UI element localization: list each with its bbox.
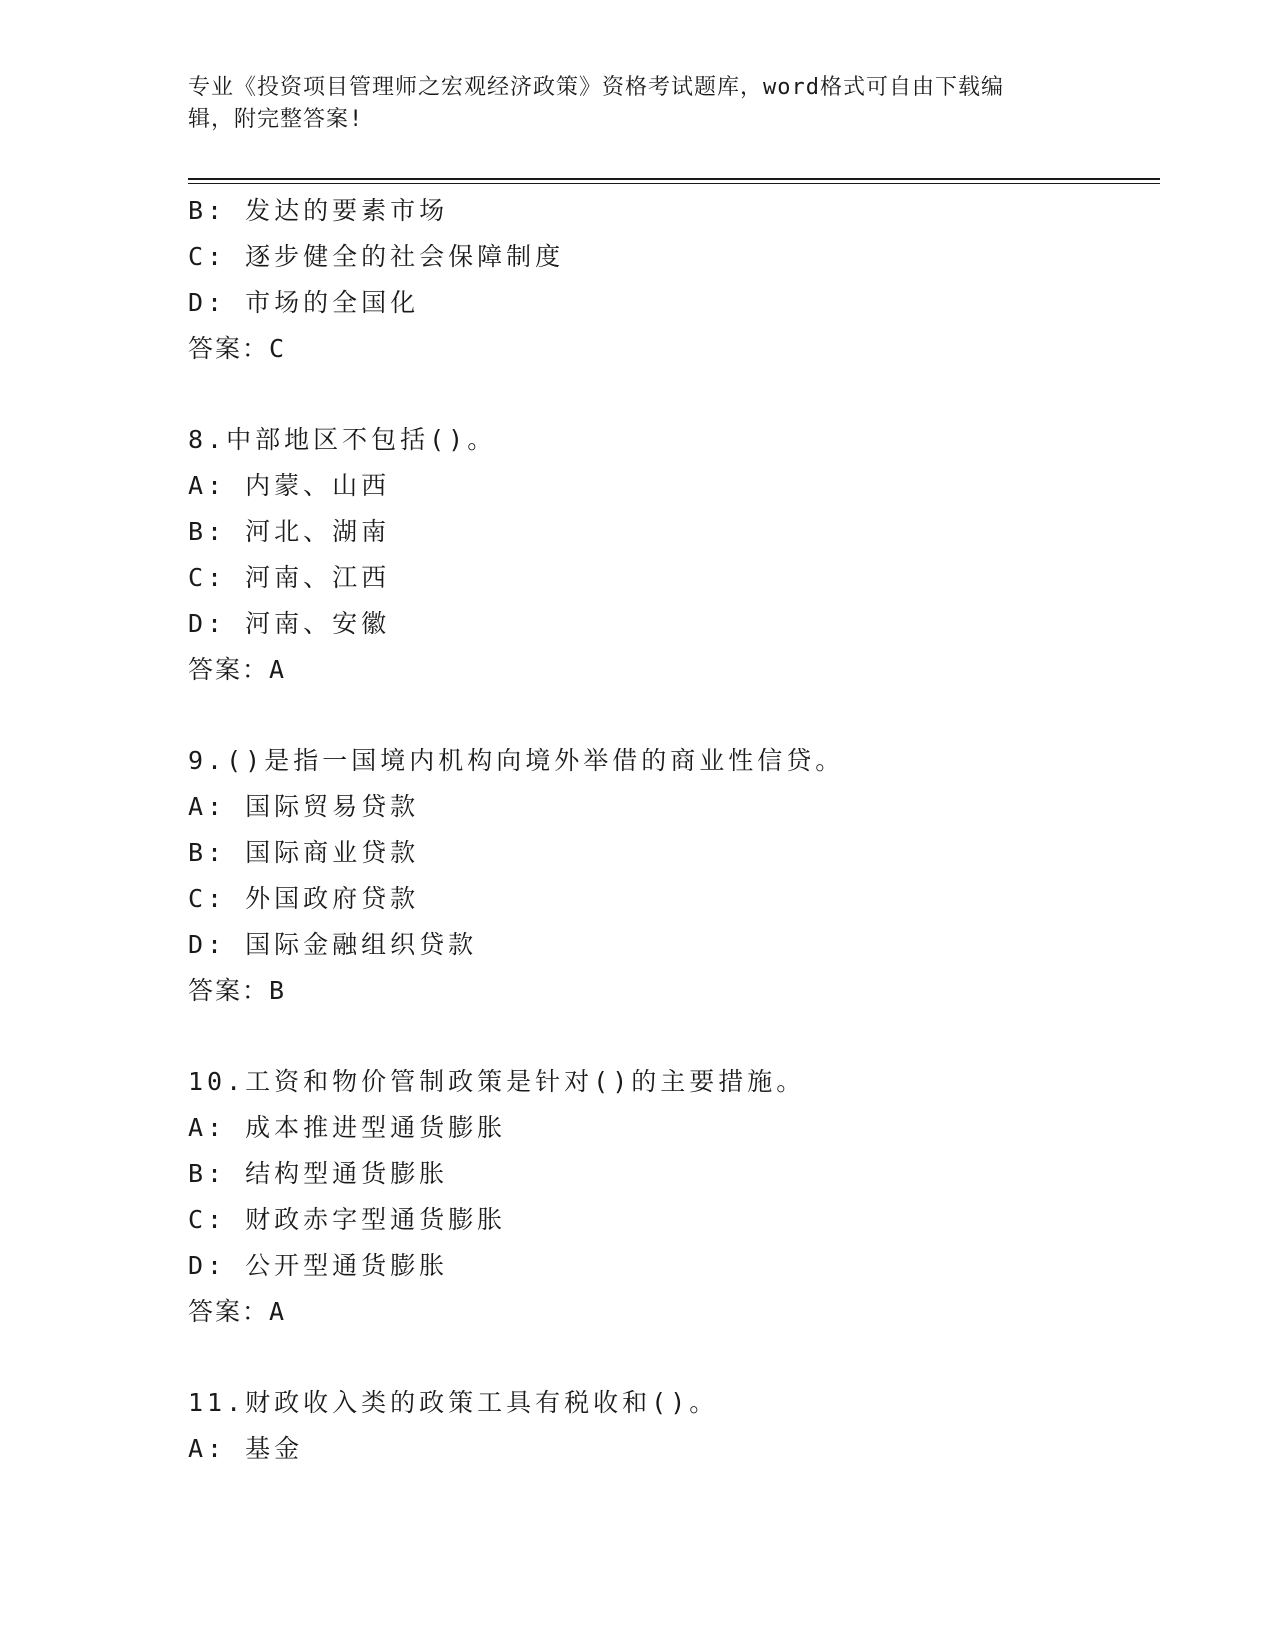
answer-value: A (269, 1297, 287, 1326)
option-b: B: 结构型通货膨胀 (188, 1159, 449, 1188)
answer-label: 答案： (188, 334, 270, 363)
answer-line (188, 1289, 1148, 1335)
question-list (188, 188, 1148, 1472)
option-a: A: 内蒙、山西 (188, 471, 391, 500)
answer-line (188, 647, 1148, 693)
option-d: D: 河南、安徽 (188, 609, 391, 638)
option-b: B: 国际商业贷款 (188, 838, 420, 867)
option-c: C: 逐步健全的社会保障制度 (188, 242, 565, 271)
option-b: B: 发达的要素市场 (188, 196, 449, 225)
option-d: D: 市场的全国化 (188, 288, 420, 317)
option-a: A: 国际贸易贷款 (188, 792, 420, 821)
option-c: C: 外国政府贷款 (188, 884, 420, 913)
question-block-8 (188, 417, 1148, 693)
question-spacer (188, 1014, 1148, 1059)
option-d: D: 国际金融组织贷款 (188, 930, 478, 959)
question-stem: 11.财政收入类的政策工具有税收和()。 (188, 1388, 719, 1417)
question-block-10 (188, 1059, 1148, 1335)
option-d: D: 公开型通货膨胀 (188, 1251, 449, 1280)
question-spacer (188, 372, 1148, 417)
question-spacer (188, 693, 1148, 738)
question-stem: 8.中部地区不包括()。 (188, 425, 497, 454)
header-divider-thin (188, 183, 1160, 184)
answer-value: A (269, 655, 287, 684)
question-block-partial (188, 188, 1148, 372)
question-stem: 10.工资和物价管制政策是针对()的主要措施。 (188, 1067, 806, 1096)
option-a: A: 成本推进型通货膨胀 (188, 1113, 507, 1142)
question-block-9 (188, 738, 1148, 1014)
header-line-2: 辑，附完整答案! (188, 107, 364, 132)
header-divider-thick (188, 178, 1160, 180)
answer-line (188, 968, 1148, 1014)
question-spacer (188, 1335, 1148, 1380)
answer-label: 答案： (188, 1297, 270, 1326)
answer-label: 答案： (188, 655, 270, 684)
answer-line (188, 326, 1148, 372)
answer-label: 答案： (188, 976, 270, 1005)
header-line-1: 专业《投资项目管理师之宏观经济政策》资格考试题库，word格式可自由下载编 (188, 75, 1004, 100)
document-header (188, 72, 1088, 136)
option-a: A: 基金 (188, 1434, 304, 1463)
option-c: C: 财政赤字型通货膨胀 (188, 1205, 507, 1234)
answer-value: B (269, 976, 287, 1005)
question-block-11 (188, 1380, 1148, 1472)
answer-value: C (269, 334, 287, 363)
option-c: C: 河南、江西 (188, 563, 391, 592)
question-stem: 9.()是指一国境内机构向境外举借的商业性信贷。 (188, 746, 845, 775)
option-b: B: 河北、湖南 (188, 517, 391, 546)
